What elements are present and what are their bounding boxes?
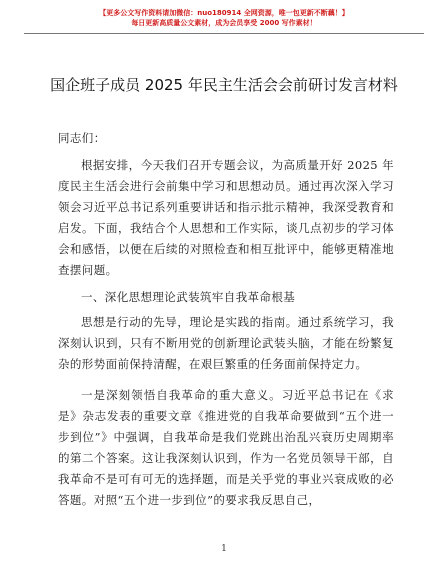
header-divider: [24, 33, 424, 34]
page-number: 1: [221, 544, 227, 554]
document-body: [58, 128, 394, 511]
section-paragraph: 一是深刻领悟自我革命的重大意义。习近平总书记在《求是》杂志发表的重要文章《推进党的自我革命要做到“五个进一步到位”》中强调，自我革命是我们党跳出治乱兴衰历史周期率的第二个答案。这让我深刻认识到，作为一名党员领导干部，自我革命不是可有可无的选择题，而是关乎党的事业兴衰成败的必答题。对照“五个进一步到位”的要求我反思自己，: [58, 388, 394, 507]
header-banner: [0, 8, 448, 28]
document-title: 国企班子成员 2025 年民主生活会会前研讨发言材料: [50, 76, 398, 94]
section-paragraph: 思想是行动的先导，理论是实践的指南。通过系统学习，我深刻认识到，只有不断用党的创新理论武装头脑，才能在纷繁复杂的形势面前保持清醒，在艰巨繁重的任务面前保持定力。: [58, 315, 394, 371]
section-heading: 一、深化思想理论武装筑牢自我革命根基: [81, 290, 296, 304]
banner-line-2: 每日更新高质量公文素材，成为会员享受 2000 写作素材！: [131, 19, 317, 27]
banner-line-1: 【更多公文写作资料请加微信：nuo180914 全网资源，唯一包更新不断藕！】: [99, 9, 349, 17]
salutation: 同志们：: [58, 131, 106, 145]
intro-paragraph: 根据安排，今天我们召开专题会议，为高质量开好 2025 年度民主生活会进行会前集中学习和思想动员。通过再次深入学习领会习近平总书记系列重要讲话和指示批示精神，我深受教育和启发。下面，我结合个人思想和工作实际，谈几点初步的学习体会和感悟，以便在后续的对照检查和相互批评中，能够更精准地查摆问题。: [58, 158, 394, 277]
